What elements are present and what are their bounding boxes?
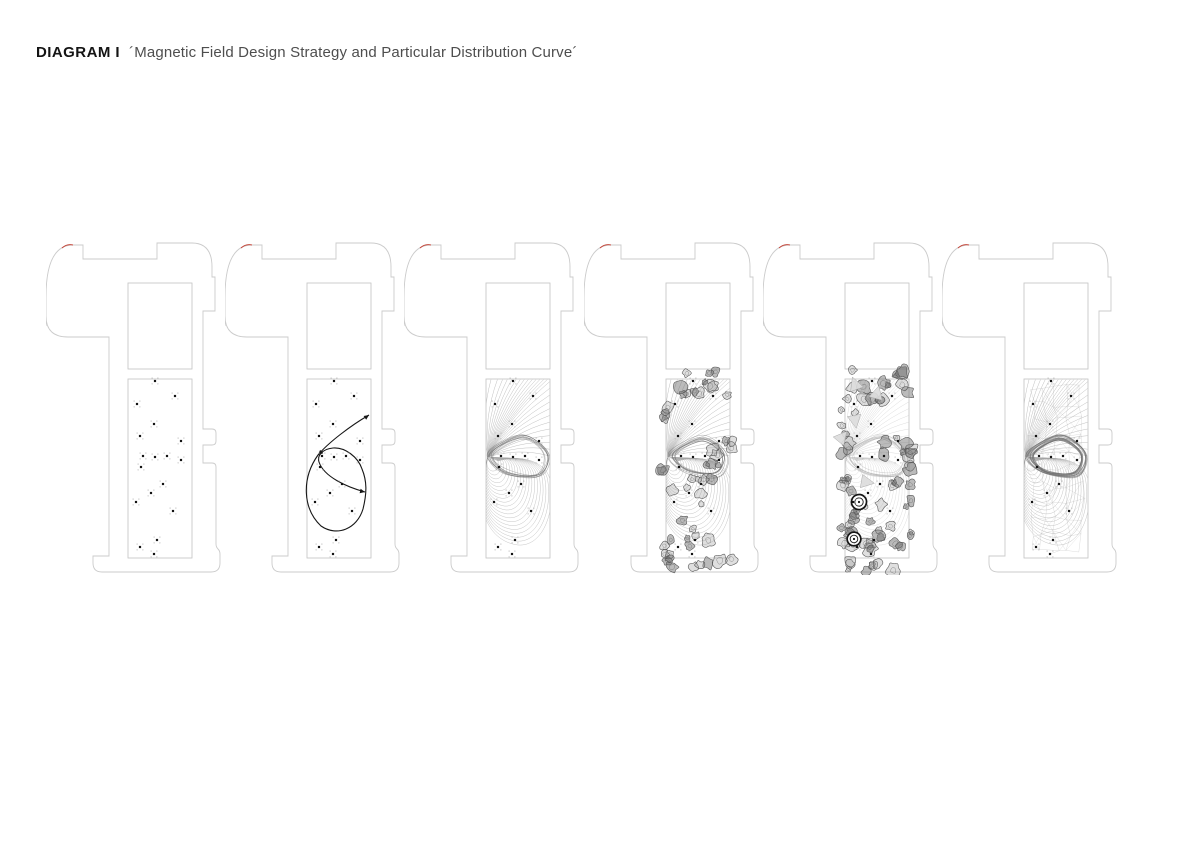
panel-stage-1 — [46, 241, 221, 575]
trees-layer — [656, 367, 739, 573]
plan-drawing-3 — [404, 241, 579, 575]
plan-drawing-5 — [763, 241, 938, 575]
plan-drawing-6 — [942, 241, 1117, 575]
upper-room — [128, 283, 192, 369]
plan-drawing-1 — [46, 241, 221, 575]
plan-drawing-2 — [225, 241, 400, 575]
diagram-subtitle: ´Magnetic Field Design Strategy and Particular Distribution Curve´ — [129, 44, 578, 61]
panels-row — [0, 241, 1200, 586]
red-accent-mark — [62, 245, 73, 248]
panel-stage-4 — [584, 241, 759, 575]
red-accent-mark — [779, 245, 790, 248]
attractor-points-layer — [133, 378, 185, 558]
magnetic-field-layer — [481, 380, 551, 545]
upper-room — [1024, 283, 1088, 369]
upper-room — [486, 283, 550, 369]
red-accent-mark — [420, 245, 431, 248]
plan-drawing-4 — [584, 241, 759, 575]
plan-outline — [225, 243, 399, 572]
red-accent-mark — [241, 245, 252, 248]
diagram-title: DIAGRAM I — [36, 44, 121, 61]
panel-stage-3 — [404, 241, 579, 575]
upper-room — [845, 283, 909, 369]
field-room — [128, 379, 192, 558]
red-accent-mark — [958, 245, 969, 248]
panel-stage-2 — [225, 241, 400, 575]
upper-room — [666, 283, 730, 369]
attractor-points-layer — [312, 378, 364, 558]
distribution-curve-layer — [306, 415, 369, 531]
red-accent-mark — [600, 245, 611, 248]
upper-room — [307, 283, 371, 369]
diagram-header — [36, 44, 577, 61]
plan-outline — [46, 243, 220, 572]
panel-stage-5 — [763, 241, 938, 575]
panel-stage-6 — [942, 241, 1117, 575]
